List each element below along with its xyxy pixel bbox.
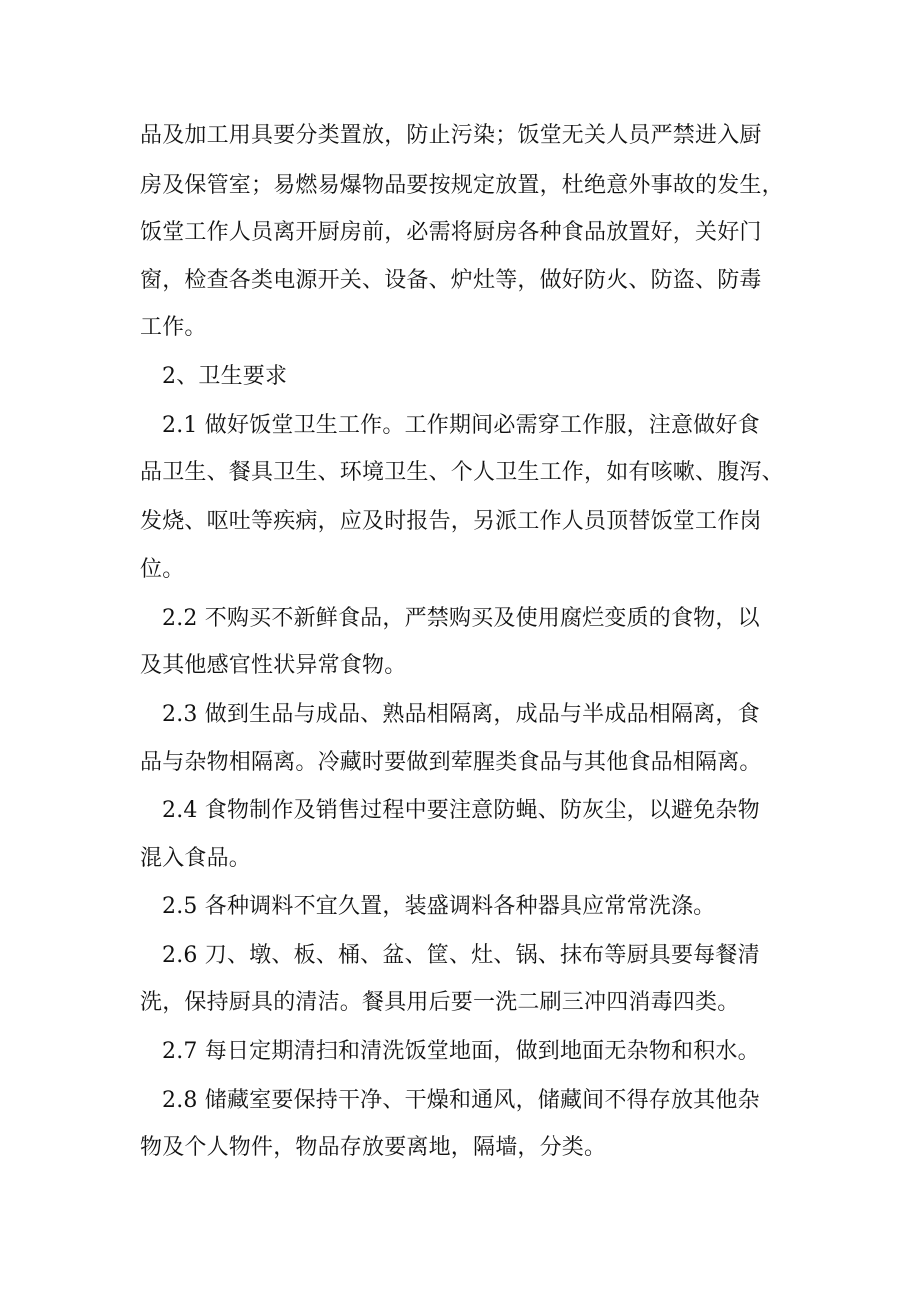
text-line: 2.5 各种调料不宜久置，装盛调料各种器具应常常洗涤。	[162, 894, 716, 919]
text-line: 2.6 刀、墩、板、桶、盆、筐、灶、锅、抹布等厨具要每餐清	[162, 943, 760, 968]
text-line: 及其他感官性状异常食物。	[140, 653, 407, 678]
text-line: 发烧、呕吐等疾病，应及时报告，另派工作人员顶替饭堂工作岗	[140, 509, 762, 534]
text-line: 位。	[140, 557, 185, 582]
text-line: 品及加工用具要分类置放，防止污染；饭堂无关人员严禁进入厨	[140, 123, 762, 148]
text-line: 2.2 不购买不新鲜食品，严禁购买及使用腐烂变质的食物，以	[162, 606, 760, 631]
text-line: 2.3 做到生品与成品、熟品相隔离，成品与半成品相隔离，食	[162, 702, 760, 727]
text-line: 工作。	[140, 315, 207, 340]
text-line: 2.1 做好饭堂卫生工作。工作期间必需穿工作服，注意做好食	[162, 413, 760, 438]
text-line: 窗，检查各类电源开关、设备、炉灶等，做好防火、防盗、防毒	[140, 268, 762, 293]
text-line: 洗，保持厨具的清洁。餐具用后要一洗二刷三冲四消毒四类。	[140, 990, 740, 1015]
text-line: 2.7 每日定期清扫和清洗饭堂地面，做到地面无杂物和积水。	[162, 1039, 760, 1064]
text-line: 混入食品。	[140, 846, 252, 871]
text-line: 饭堂工作人员离开厨房前，必需将厨房各种食品放置好，关好门	[140, 220, 762, 245]
text-line: 2.8 储藏室要保持干净、干燥和通风，储藏间不得存放其他杂	[162, 1088, 760, 1113]
text-line: 物及个人物件，物品存放要离地，隔墙，分类。	[140, 1135, 607, 1160]
text-line: 品卫生、餐具卫生、环境卫生、个人卫生工作，如有咳嗽、腹泻、	[140, 460, 784, 485]
text-line: 2.4 食物制作及销售过程中要注意防蝇、防灰尘，以避免杂物	[162, 798, 760, 823]
text-line: 房及保管室；易燃易爆物品要按规定放置，杜绝意外事故的发生，	[140, 173, 784, 198]
section-heading: 2、卫生要求	[162, 364, 288, 389]
text-line: 品与杂物相隔离。冷藏时要做到荤腥类食品与其他食品相隔离。	[140, 750, 762, 775]
